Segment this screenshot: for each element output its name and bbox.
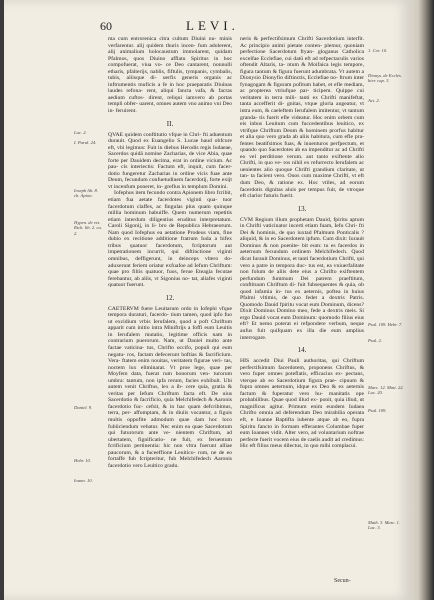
page-number: 60	[100, 19, 112, 33]
margin-note: Psal. 2.	[368, 338, 382, 343]
section-number: 14.	[297, 346, 307, 355]
margin-note: Dionys. de Eccles. hier. cap. 3.	[368, 73, 402, 84]
paragraph: neris & perfectifsimum Chrifti Sacerdotium interfit. Ac principio animi pietate conten- plemur, quoniam perfectione Sacerdotum ftyan- gloganus Catholica excelfae Ecclefiae, cui datū eft ad refpectaculis varios oftendit Altaris, ta- ntum & Moifaica legis tempore, figura tantum & figura fuerunt adumbrata. Vt autem a Dionysio Dionyfio diftinctis, Ecclefiae no- ftrum inter fynagogam & figuram pofitum habet, et efle mediam, ac propterea vtriufque par- ticipem. Quippe cui veritatem in terra mili- tanti ex Chrifti manifeftat, tanta accefferit di- gnitas, vtque gloria augeatur, vt intra eum, & caeleftem Ierufalem imitentur, vt tantum granda- tis fuerit efle videatur. Hoc enim orbem cum eis inbus Leuitum cum fuccedentibus leuitico, ex vtrifque Chriftum Deum & hominem prorfus habitur et alia quo vero grada ab aliis habitura, cum efle pra- fentes beatifsimos fuas, & inuenturos perfpectum, et quando quo Sacerdotes ab ea impenditur ac ad Chrifti eo vel perditione verum. aut tanto exiftente alio Chrifti, in quo ve- ros nihil ex refurrecto Ierufalem ac uenientes alio quoque Chrifti grandium claritate, ut tan- ta facient vero. Ouos cum maxime Chrifti, vt eft dum Deo, & ratione ex. Hoc vtiles, ad eorum facerdotis dignitas aluis per tempus fuit, de vtroque eft clarior futuris fuerit.	[240, 36, 364, 200]
paragraph: CVM Regium illum prophetam Dauid, fpiritu aptum in Chrifti vaticinator incerti etiam fuam, Iefu Chri- fti Dei & hominis, de quo iuxtad Pfalmum Ponticalis ? aliquid, & in eo Sacerdotem ipfum. Cum dixit: Iurauit Dominus & non poenite- bit eum: tu es facerdos in aeternum fecundum ordinem Melchifedech. Quod dicat Iurauit Dominus, et tanti facerdotium Chrifti, qui vero a patre in tempora duc- tus est, ea vniuerfalitate non folum de aliis dete eius a Chrifto exiftentem perfundum fummum Dei patrem praeftitum, conftituum Chriftum di- fuit fubsequentes & quia, ob quod infamia in- tus ex aeternis, poftea in huius Pfalmi vltimis, de quo fedet a dextris Patris. Quomodo Dauid fpiritu vocat eum Dominum, dicens? Dixit Dominus Domino meo, fede a dextris meis. Si ergo Dauid vocat eum Dominum: quomodo filius eius eft? Et nemo poterat ei refpondere verbum, neque aufus fuit quifquam ex illa die eum amplius interrogare.	[240, 216, 364, 341]
margin-note: Hebr. 10.	[74, 458, 91, 463]
margin-note: Ioseph lib. 8. ch. Apion.	[74, 188, 98, 199]
margin-note: Psal. 109. Hebr. 7.	[368, 322, 403, 327]
page-header	[4, 18, 412, 38]
left-text-column	[108, 36, 232, 469]
right-text-column	[240, 36, 364, 450]
margin-note: Luc. 2.	[74, 130, 87, 135]
right-margin-notes	[368, 40, 408, 580]
margin-note: Hypen. de vet. Rich. lib. 2. ca. 2.	[74, 220, 102, 236]
margin-note: Marc. 12. Matt. 22. Luc. 20.	[368, 385, 404, 396]
section-number: 12.	[165, 293, 175, 302]
paragraph: CAETERVM fuere Leuitarum ordo in Iofephi vfque tempora duraturi, facerdo- tium tamen, quod ipfo fuo ut excidium vrbis Ierufalem, quod a poft Chriftum apparit cum initio intra Miniftrijs a foffi eum Leuitis in Ierufalem mutatio, legitime officis nam in contrarium puerorum. Nam, ut Daniel multo ante factae vaticina- tus, Chrifto occifo, populi qui eum negatu- ros, factam defecerunt hoftias & facrificium. Vera- ftatem enim nouitas, veritatem figurae veri- tas, noctem lux eliminarat. Vt proe lege, quae per Moyfem data, fuerat rum bonorum ven- turorum umbra: tantum, non ipfa rerum, facies exhibuit. Ubi autem venit Chriftus, lex a ib- cere quia, gratia & veritas per Iefum Chriftum facta eft. De uius Sacerdotio & facrificio, quia Melchifedech & Aaronis facerdotio fuc- cefsit, & in hac quam defcribimus, terra, per- affumptam, & in diuiis vocantur, a figuis multis oppofite admodum quae dam hoc loco fubiiciendum vebatur. Nec enim ea quae Sacerdotum qui futurorum ante ve- nientem Chriftum, ad ubertatem, fignificatio- ne fuit, ex feruentum fcrificium pertinentia: hic non vltra fuerunt alliae paucorum, & a fuceeffione Leuitico- rum, ne de eo fortaffe fub fcripteritur, fub Melchifedech Aaronis facerdotio vero Leuitico gradu.	[108, 305, 232, 469]
book-page	[4, 0, 412, 600]
paragraph: Iofephus item fecundo contra Apionem libro fcribit, etiam fua aetate facerdotes viginti qua- tuor facerdotum claffes, ac fingulas plus quam quinque millia hominum habuiffe. Quem numerum repetitis etiam interdum diligentius eruditus interpretatum. Caroli Sigonij, in li- bro de Republica Hebraeorum. Nam quod Iofephus ea aetatione Prodeus viam, fine dubio ex recitione additione fratrum Iuda a bifex tribus quatuor facerdotum, fcriptorum aut impetrationem incurrit, qui diftinctione vigintí omnibus, deffigerunt, in deinceps vltero do- aduxerunt feriem oriatur exfuafoe ad Iefum Chriftum: quae pro filiis quatuor, fuos, ferue Eteagia fecutae ferebantur, ab aliis, vt Sigonius no- tat, aliafes viginti quatuor fuerunt.	[108, 190, 232, 289]
page-fore-edge	[412, 0, 434, 600]
section-number: II.	[166, 119, 174, 128]
paragraph: QVAE quidem conftitutio vfque in Chri- fti aduentum durauit. Quod ex Euangelio S. Lucae haud obfcure eft, vbi legimus: Fuit in diebus Herodis regis Iudaeae, Sacerdos quidā nomine Zacharias, de vice Abia, quae forte per Dauidem decima, erat in ordine vicium. Ac pau- cis interiectis: Factum eft, inquit, cum facer- dotio fungeretur Zacharias in ordine vicis fuae ante Deum, fecundum confuetudinem facerdotij, forte exijt vt incenfum poneret, in- greflus in templum Domini.	[108, 131, 232, 190]
paragraph: ma cum entrorenica citra cultum Diuini nu- minis verfarentur. alij quidem thuris incen- fum adolerent, alij animalium holocaustum immolarent, quidam Pfalmos, quos Diuino afflatu Spiritus in hoc compofuerat, viua vo- ce Deo cantarent, nonnulli etharis, pfalterijs, nablis, fiftulis, tympanis, cymbalis, tubis, aliisque di- uerfis generis organis ac inftrumentis muficis a fe in hoc praeparatis Diuinas laudes refona- rent, aliqui fancta vafa, & facras aedium cuftos- dirent, reliqui iamvero ab portas templi obfer- uarent, omnes autem vno animo vni Deo in- feruirent.	[108, 36, 232, 115]
margin-note: Act. 2.	[368, 98, 380, 103]
margin-note: I. Paral. 24.	[74, 140, 97, 145]
margin-note: Psal. 109.	[368, 408, 387, 413]
paragraph: HIS accedit Diui Pauli authoritas, qui Chriftum perfectifsimum facerdotem, proponens Chriftus, & vero fuper omnes poteflatis, efficacius ex- pectans, vterque ab eo Sacerdotium figura prae- cipuum & fupra omnes aeternum, idque ex Deo & ex aeternis factum & fuperatur vero hu- manitatis ope probabilibus. Quae quod illud ex- ponit, quia illud, ut magnificus agitur. Primum enim eundem Iudaea Chrifto omnia ad deferendum Deo mirabilia operata eft, e Ioanne Baptifta iubente atque ab eo, fupra Spiritu fancto in formam efferantes Columbae fuper eum Ioannes vidit. Alter vero, ad voluntarium noftrae perfecte fuerit vocem eius de caelis audit ad credimus: Hic eft filius meus dilectus, in quo mihi complacui.	[240, 358, 364, 450]
margin-note: Math. 3. Marc. 1. Luc. 3.	[368, 520, 401, 531]
left-margin-notes	[74, 40, 102, 580]
margin-note: Daniel. 9.	[74, 405, 93, 410]
catchword: Secun-	[334, 578, 351, 584]
section-number: 13.	[297, 204, 307, 213]
margin-note: 1. Cor. 10.	[368, 48, 388, 53]
running-title: LEVI.	[186, 18, 239, 33]
margin-note: Ioann. 10.	[74, 478, 93, 483]
